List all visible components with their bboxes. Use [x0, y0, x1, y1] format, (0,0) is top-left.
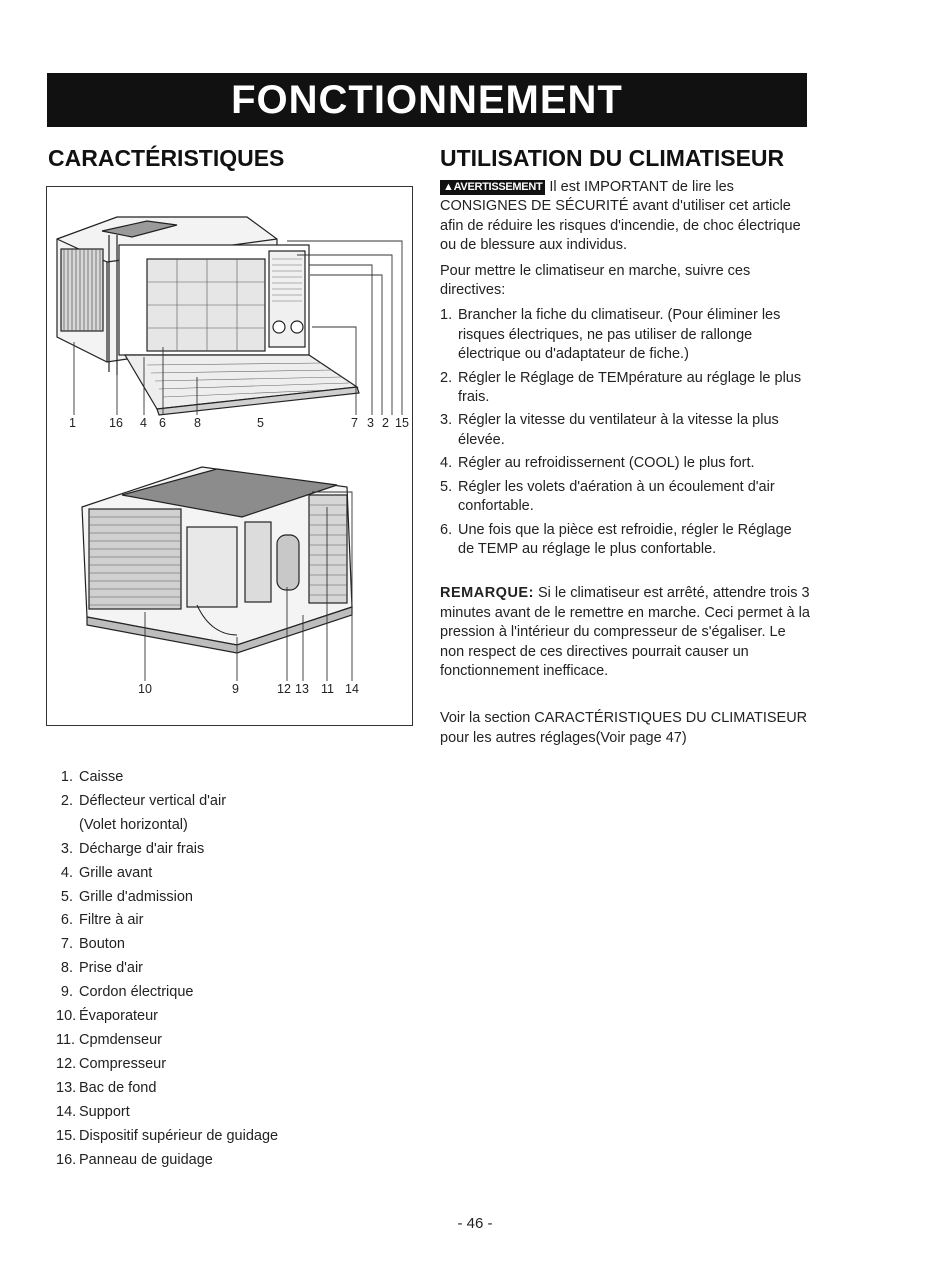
- list-item: 2. Régler le Réglage de TEMpérature au réglage le plus frais.: [440, 369, 802, 406]
- usage-section: [440, 178, 810, 754]
- diagram-top-label: 8: [194, 416, 201, 430]
- list-item: 6. Filtre à air: [60, 912, 144, 929]
- list-item: 3. Décharge d'air frais: [60, 840, 205, 857]
- diagram-top-label: 5: [257, 416, 264, 430]
- diagram-top-label: 3: [367, 416, 374, 430]
- list-item: 11. Cpmdenseur: [56, 1031, 163, 1048]
- list-item: 1. Caisse: [60, 769, 124, 785]
- note-label: REMARQUE:: [440, 585, 534, 602]
- usage-heading: UTILISATION DU CLIMATISEUR: [440, 145, 785, 171]
- list-item: 6. Une fois que la pièce est refroidie, régler le Réglage de TEMP au réglage le plus confortable.: [440, 521, 792, 557]
- list-item: 1. Brancher la fiche du climatiseur. (Pour éliminer les risques électriques, ne pas utiliser de rallonge électrique ou d'adaptateur de fiche.): [440, 307, 781, 363]
- diagram-top-label: 6: [159, 416, 166, 430]
- diagram-top-label: 7: [351, 416, 358, 430]
- diagram-illustration: [47, 187, 414, 727]
- list-item: 12. Compresseur: [56, 1055, 167, 1072]
- diagram-bottom-label: 10: [138, 682, 152, 696]
- warning-badge: ▲AVERTISSEMENT: [440, 180, 545, 195]
- diagram-bottom-label: 13: [295, 682, 309, 696]
- features-heading: CARACTÉRISTIQUES: [48, 145, 285, 171]
- list-item: 10. Évaporateur: [56, 1008, 158, 1025]
- list-item: 3. Régler la vitesse du ventilateur à la vitesse la plus élevée.: [440, 412, 779, 448]
- list-item: 8. Prise d'air: [60, 960, 144, 977]
- diagram-bottom-label: 12: [277, 682, 291, 696]
- page-banner: FONCTIONNEMENT: [47, 73, 807, 127]
- list-item: 15. Dispositif supérieur de guidage: [56, 1127, 279, 1144]
- list-item: 9. Cordon électrique: [60, 984, 194, 1001]
- diagram-bottom-label: 11: [321, 682, 334, 696]
- warning-triangle-icon: ▲: [443, 181, 454, 193]
- steps-list: [440, 306, 810, 559]
- intro-paragraph: Pour mettre le climatiseur en marche, suivre ces directives:: [440, 262, 751, 299]
- list-item: 2. Déflecteur vertical d'air (Volet horizontal): [60, 792, 227, 833]
- diagram-top-label: 1: [69, 416, 76, 430]
- list-item: 5. Régler les volets d'aération à un écoulement d'air confortable.: [440, 478, 775, 515]
- warning-paragraph: ▲AVERTISSEMENT Il est IMPORTANT de lire les CONSIGNES DE SÉCURITÉ avant d'utiliser cet article afin de réduire les risques d'incendie, de choc électrique ou de blessure aux individus.: [440, 179, 801, 254]
- list-item: 14. Support: [56, 1103, 130, 1120]
- list-item: 7. Bouton: [60, 936, 125, 953]
- list-item: 4. Grille avant: [60, 864, 153, 881]
- diagram-top-label: 2: [382, 416, 389, 430]
- note-paragraph: REMARQUE: Si le climatiseur est arrêté, attendre trois 3 minutes avant de le remettre en marche. Ceci permet à la pression à l'intérieur du compresseur de s'égaliser. Le non respect de ces directives pourrait causer un fonctionnement inefficace.: [440, 585, 810, 679]
- list-item: 13. Bac de fond: [56, 1079, 157, 1096]
- list-item: 4. Régler au refroidissernent (COOL) le plus fort.: [440, 455, 755, 472]
- page-number: - 46 -: [457, 1215, 493, 1232]
- diagram-top-label: 16: [109, 416, 123, 430]
- diagram-bottom-label: 9: [232, 682, 239, 696]
- list-item: 5. Grille d'admission: [60, 888, 193, 905]
- diagram-bottom-label: 14: [345, 682, 359, 696]
- list-item: 16. Panneau de guidage: [56, 1151, 213, 1168]
- see-also-paragraph: Voir la section CARACTÉRISTIQUES DU CLIMATISEUR pour les autres réglages(Voir page 47): [440, 710, 808, 746]
- diagram-top-label: 4: [140, 416, 147, 430]
- diagram-top-label: 15: [395, 416, 409, 430]
- air-conditioner-diagram: [46, 186, 413, 726]
- parts-list: [56, 766, 278, 1172]
